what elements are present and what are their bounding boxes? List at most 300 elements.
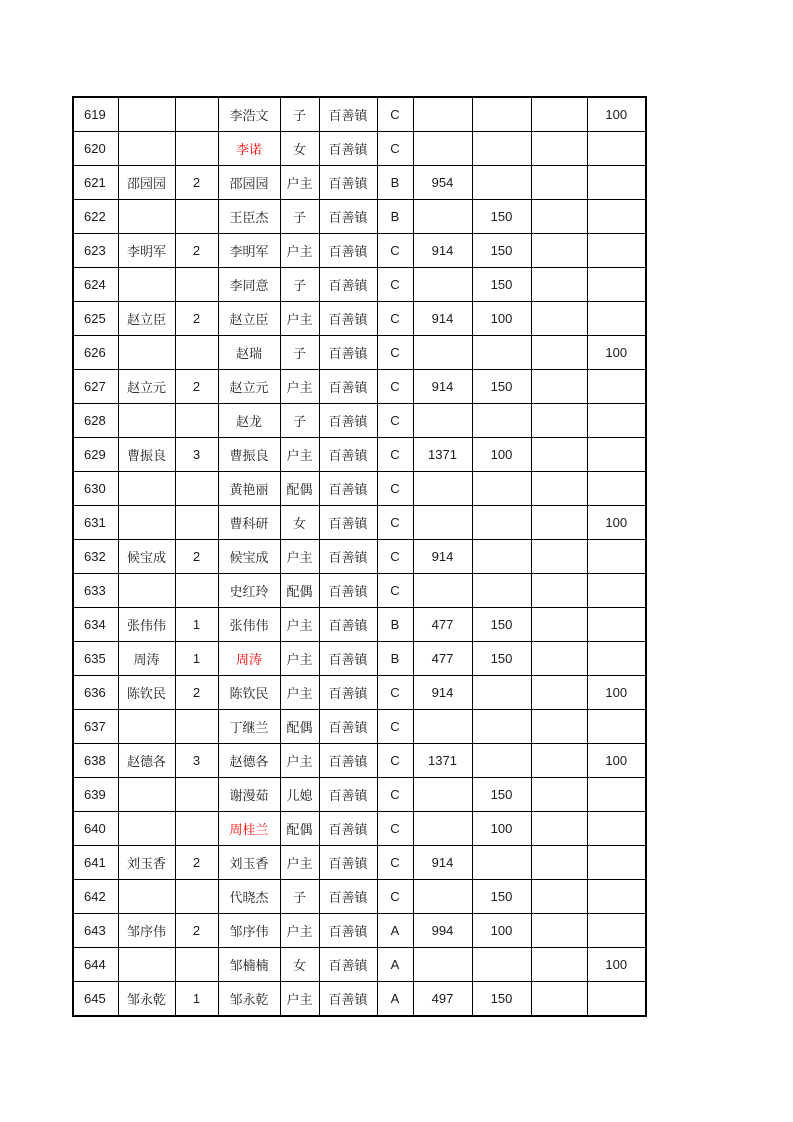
cell-household-head xyxy=(118,97,175,132)
cell-index: 641 xyxy=(73,846,118,880)
cell-amount-2: 150 xyxy=(472,778,531,812)
cell-relation: 子 xyxy=(280,880,319,914)
cell-amount-1: 1371 xyxy=(413,438,472,472)
cell-amount-1: 914 xyxy=(413,370,472,404)
cell-category: A xyxy=(377,914,413,948)
cell-amount-1: 914 xyxy=(413,302,472,336)
cell-category: C xyxy=(377,404,413,438)
cell-category: C xyxy=(377,234,413,268)
cell-index: 624 xyxy=(73,268,118,302)
cell-household-head xyxy=(118,268,175,302)
cell-amount-3 xyxy=(531,472,587,506)
cell-amount-2 xyxy=(472,472,531,506)
cell-name: 谢漫茹 xyxy=(218,778,280,812)
cell-relation: 子 xyxy=(280,97,319,132)
cell-relation: 户主 xyxy=(280,846,319,880)
cell-amount-2: 150 xyxy=(472,608,531,642)
cell-category: A xyxy=(377,948,413,982)
cell-town: 百善镇 xyxy=(319,404,377,438)
cell-amount-4: 100 xyxy=(587,744,646,778)
cell-member-count xyxy=(175,948,218,982)
cell-category: C xyxy=(377,302,413,336)
cell-household-head xyxy=(118,574,175,608)
table-body xyxy=(73,97,646,1016)
cell-amount-3 xyxy=(531,166,587,200)
cell-category: C xyxy=(377,846,413,880)
cell-relation: 户主 xyxy=(280,676,319,710)
cell-household-head: 刘玉香 xyxy=(118,846,175,880)
cell-name: 曹科研 xyxy=(218,506,280,540)
table-row xyxy=(73,778,646,812)
cell-index: 625 xyxy=(73,302,118,336)
cell-town: 百善镇 xyxy=(319,336,377,370)
cell-amount-3 xyxy=(531,608,587,642)
cell-amount-2 xyxy=(472,132,531,166)
table-row xyxy=(73,948,646,982)
cell-amount-3 xyxy=(531,336,587,370)
cell-index: 635 xyxy=(73,642,118,676)
cell-amount-3 xyxy=(531,132,587,166)
cell-household-head: 张伟伟 xyxy=(118,608,175,642)
cell-name: 邹楠楠 xyxy=(218,948,280,982)
cell-amount-2 xyxy=(472,506,531,540)
cell-amount-4 xyxy=(587,914,646,948)
table-row xyxy=(73,880,646,914)
cell-category: C xyxy=(377,880,413,914)
cell-member-count: 2 xyxy=(175,370,218,404)
cell-category: C xyxy=(377,132,413,166)
cell-household-head xyxy=(118,880,175,914)
cell-index: 621 xyxy=(73,166,118,200)
table-row xyxy=(73,540,646,574)
cell-amount-1 xyxy=(413,574,472,608)
cell-category: A xyxy=(377,982,413,1017)
cell-relation: 户主 xyxy=(280,744,319,778)
cell-relation: 女 xyxy=(280,132,319,166)
table-row xyxy=(73,336,646,370)
cell-relation: 户主 xyxy=(280,438,319,472)
cell-amount-1 xyxy=(413,200,472,234)
cell-relation: 子 xyxy=(280,404,319,438)
cell-index: 631 xyxy=(73,506,118,540)
cell-index: 642 xyxy=(73,880,118,914)
cell-relation: 子 xyxy=(280,268,319,302)
cell-amount-2 xyxy=(472,166,531,200)
table-row xyxy=(73,370,646,404)
cell-member-count xyxy=(175,812,218,846)
cell-amount-2: 150 xyxy=(472,234,531,268)
cell-amount-1: 1371 xyxy=(413,744,472,778)
cell-amount-3 xyxy=(531,438,587,472)
cell-household-head xyxy=(118,506,175,540)
cell-name: 李浩文 xyxy=(218,97,280,132)
cell-household-head: 李明军 xyxy=(118,234,175,268)
cell-town: 百善镇 xyxy=(319,574,377,608)
cell-town: 百善镇 xyxy=(319,642,377,676)
cell-amount-3 xyxy=(531,778,587,812)
cell-name: 刘玉香 xyxy=(218,846,280,880)
cell-relation: 子 xyxy=(280,336,319,370)
cell-member-count: 2 xyxy=(175,914,218,948)
cell-household-head: 候宝成 xyxy=(118,540,175,574)
cell-member-count xyxy=(175,336,218,370)
cell-town: 百善镇 xyxy=(319,880,377,914)
cell-amount-2: 100 xyxy=(472,438,531,472)
table-row xyxy=(73,404,646,438)
cell-category: C xyxy=(377,268,413,302)
cell-amount-4 xyxy=(587,846,646,880)
cell-category: C xyxy=(377,370,413,404)
cell-amount-4 xyxy=(587,608,646,642)
cell-index: 629 xyxy=(73,438,118,472)
table-row xyxy=(73,914,646,948)
cell-amount-1 xyxy=(413,268,472,302)
cell-name: 赵龙 xyxy=(218,404,280,438)
cell-category: C xyxy=(377,540,413,574)
cell-amount-4 xyxy=(587,370,646,404)
cell-relation: 儿媳 xyxy=(280,778,319,812)
cell-member-count: 1 xyxy=(175,642,218,676)
cell-relation: 户主 xyxy=(280,234,319,268)
cell-household-head: 赵立臣 xyxy=(118,302,175,336)
cell-town: 百善镇 xyxy=(319,268,377,302)
cell-name: 陈钦民 xyxy=(218,676,280,710)
cell-amount-1 xyxy=(413,472,472,506)
cell-amount-1: 477 xyxy=(413,642,472,676)
cell-member-count xyxy=(175,97,218,132)
cell-member-count xyxy=(175,200,218,234)
cell-amount-2: 150 xyxy=(472,370,531,404)
cell-amount-2 xyxy=(472,404,531,438)
cell-member-count: 2 xyxy=(175,302,218,336)
cell-household-head: 周涛 xyxy=(118,642,175,676)
cell-town: 百善镇 xyxy=(319,846,377,880)
cell-town: 百善镇 xyxy=(319,132,377,166)
cell-name: 曹振良 xyxy=(218,438,280,472)
cell-household-head xyxy=(118,336,175,370)
cell-relation: 户主 xyxy=(280,914,319,948)
table-row xyxy=(73,268,646,302)
cell-town: 百善镇 xyxy=(319,608,377,642)
cell-amount-1 xyxy=(413,404,472,438)
cell-category: C xyxy=(377,812,413,846)
cell-name: 赵瑞 xyxy=(218,336,280,370)
cell-amount-4: 100 xyxy=(587,336,646,370)
cell-member-count: 2 xyxy=(175,540,218,574)
cell-household-head xyxy=(118,472,175,506)
cell-amount-2 xyxy=(472,710,531,744)
cell-member-count xyxy=(175,404,218,438)
cell-town: 百善镇 xyxy=(319,778,377,812)
cell-index: 645 xyxy=(73,982,118,1017)
cell-member-count xyxy=(175,268,218,302)
cell-amount-4 xyxy=(587,812,646,846)
cell-amount-4 xyxy=(587,642,646,676)
cell-amount-4 xyxy=(587,438,646,472)
cell-amount-4 xyxy=(587,234,646,268)
cell-amount-3 xyxy=(531,642,587,676)
cell-amount-2: 100 xyxy=(472,812,531,846)
cell-index: 639 xyxy=(73,778,118,812)
cell-household-head: 陈钦民 xyxy=(118,676,175,710)
cell-relation: 配偶 xyxy=(280,574,319,608)
cell-amount-2: 150 xyxy=(472,982,531,1017)
cell-category: C xyxy=(377,336,413,370)
table-row xyxy=(73,302,646,336)
cell-amount-4: 100 xyxy=(587,97,646,132)
cell-amount-2 xyxy=(472,97,531,132)
cell-town: 百善镇 xyxy=(319,97,377,132)
cell-household-head xyxy=(118,200,175,234)
cell-household-head: 邵园园 xyxy=(118,166,175,200)
cell-amount-3 xyxy=(531,710,587,744)
cell-amount-4 xyxy=(587,200,646,234)
cell-amount-4: 100 xyxy=(587,506,646,540)
cell-amount-4 xyxy=(587,302,646,336)
cell-index: 626 xyxy=(73,336,118,370)
cell-name: 周涛 xyxy=(218,642,280,676)
table-row xyxy=(73,97,646,132)
cell-amount-1 xyxy=(413,812,472,846)
cell-category: C xyxy=(377,97,413,132)
cell-relation: 户主 xyxy=(280,642,319,676)
cell-town: 百善镇 xyxy=(319,812,377,846)
table-row xyxy=(73,438,646,472)
cell-amount-1: 954 xyxy=(413,166,472,200)
cell-index: 636 xyxy=(73,676,118,710)
table-row xyxy=(73,200,646,234)
cell-amount-1: 497 xyxy=(413,982,472,1017)
cell-amount-4: 100 xyxy=(587,948,646,982)
table-row xyxy=(73,132,646,166)
cell-category: B xyxy=(377,166,413,200)
cell-amount-1: 914 xyxy=(413,234,472,268)
table-row xyxy=(73,982,646,1017)
cell-name: 候宝成 xyxy=(218,540,280,574)
cell-town: 百善镇 xyxy=(319,948,377,982)
cell-index: 622 xyxy=(73,200,118,234)
cell-category: C xyxy=(377,710,413,744)
cell-amount-3 xyxy=(531,948,587,982)
cell-amount-4 xyxy=(587,778,646,812)
cell-amount-3 xyxy=(531,404,587,438)
cell-name: 黄艳丽 xyxy=(218,472,280,506)
cell-category: C xyxy=(377,472,413,506)
table-row xyxy=(73,812,646,846)
table-row xyxy=(73,642,646,676)
cell-amount-4 xyxy=(587,404,646,438)
cell-town: 百善镇 xyxy=(319,914,377,948)
cell-amount-4 xyxy=(587,574,646,608)
cell-household-head: 曹振良 xyxy=(118,438,175,472)
cell-member-count: 1 xyxy=(175,608,218,642)
cell-member-count xyxy=(175,880,218,914)
household-subsidy-table xyxy=(72,96,647,1017)
cell-index: 638 xyxy=(73,744,118,778)
cell-relation: 户主 xyxy=(280,370,319,404)
cell-relation: 配偶 xyxy=(280,472,319,506)
cell-amount-3 xyxy=(531,812,587,846)
cell-town: 百善镇 xyxy=(319,370,377,404)
cell-town: 百善镇 xyxy=(319,438,377,472)
cell-name: 史红玲 xyxy=(218,574,280,608)
cell-household-head: 邹序伟 xyxy=(118,914,175,948)
cell-name: 邵园园 xyxy=(218,166,280,200)
cell-name: 张伟伟 xyxy=(218,608,280,642)
cell-amount-2 xyxy=(472,540,531,574)
cell-amount-4 xyxy=(587,132,646,166)
cell-index: 643 xyxy=(73,914,118,948)
cell-relation: 配偶 xyxy=(280,710,319,744)
cell-name: 周桂兰 xyxy=(218,812,280,846)
cell-town: 百善镇 xyxy=(319,982,377,1017)
cell-index: 640 xyxy=(73,812,118,846)
cell-amount-1: 994 xyxy=(413,914,472,948)
cell-amount-1 xyxy=(413,710,472,744)
cell-name: 李明军 xyxy=(218,234,280,268)
cell-relation: 子 xyxy=(280,200,319,234)
table-row xyxy=(73,676,646,710)
cell-member-count: 1 xyxy=(175,982,218,1017)
cell-amount-2: 150 xyxy=(472,200,531,234)
cell-amount-3 xyxy=(531,982,587,1017)
table-row xyxy=(73,506,646,540)
cell-amount-2: 150 xyxy=(472,268,531,302)
cell-household-head xyxy=(118,710,175,744)
cell-name: 赵立臣 xyxy=(218,302,280,336)
cell-member-count: 2 xyxy=(175,676,218,710)
cell-name: 赵德各 xyxy=(218,744,280,778)
cell-member-count xyxy=(175,472,218,506)
cell-amount-4 xyxy=(587,982,646,1017)
cell-index: 627 xyxy=(73,370,118,404)
cell-amount-1 xyxy=(413,778,472,812)
cell-household-head: 赵德各 xyxy=(118,744,175,778)
cell-amount-3 xyxy=(531,97,587,132)
cell-relation: 户主 xyxy=(280,608,319,642)
cell-index: 644 xyxy=(73,948,118,982)
cell-index: 633 xyxy=(73,574,118,608)
cell-household-head: 邹永乾 xyxy=(118,982,175,1017)
cell-amount-3 xyxy=(531,234,587,268)
cell-category: C xyxy=(377,676,413,710)
cell-household-head xyxy=(118,948,175,982)
cell-amount-4 xyxy=(587,710,646,744)
cell-category: C xyxy=(377,438,413,472)
cell-index: 619 xyxy=(73,97,118,132)
cell-name: 赵立元 xyxy=(218,370,280,404)
cell-amount-1: 914 xyxy=(413,676,472,710)
cell-amount-1: 914 xyxy=(413,540,472,574)
cell-relation: 户主 xyxy=(280,166,319,200)
cell-member-count: 2 xyxy=(175,166,218,200)
cell-name: 代晓杰 xyxy=(218,880,280,914)
cell-amount-4 xyxy=(587,880,646,914)
cell-index: 637 xyxy=(73,710,118,744)
cell-amount-1 xyxy=(413,948,472,982)
cell-town: 百善镇 xyxy=(319,472,377,506)
cell-relation: 户主 xyxy=(280,540,319,574)
cell-category: B xyxy=(377,642,413,676)
table-row xyxy=(73,574,646,608)
cell-member-count: 3 xyxy=(175,438,218,472)
cell-town: 百善镇 xyxy=(319,676,377,710)
cell-amount-2 xyxy=(472,336,531,370)
cell-household-head xyxy=(118,812,175,846)
cell-household-head xyxy=(118,778,175,812)
cell-town: 百善镇 xyxy=(319,744,377,778)
cell-category: B xyxy=(377,608,413,642)
cell-relation: 户主 xyxy=(280,982,319,1017)
cell-amount-2 xyxy=(472,676,531,710)
cell-town: 百善镇 xyxy=(319,234,377,268)
cell-amount-4 xyxy=(587,166,646,200)
table-row xyxy=(73,166,646,200)
cell-index: 620 xyxy=(73,132,118,166)
cell-household-head xyxy=(118,132,175,166)
cell-amount-2: 150 xyxy=(472,880,531,914)
cell-amount-1 xyxy=(413,97,472,132)
cell-amount-1: 914 xyxy=(413,846,472,880)
cell-relation: 户主 xyxy=(280,302,319,336)
cell-amount-3 xyxy=(531,676,587,710)
cell-amount-1 xyxy=(413,506,472,540)
cell-amount-3 xyxy=(531,744,587,778)
cell-member-count xyxy=(175,778,218,812)
cell-amount-3 xyxy=(531,370,587,404)
cell-amount-3 xyxy=(531,200,587,234)
cell-index: 628 xyxy=(73,404,118,438)
cell-name: 邹永乾 xyxy=(218,982,280,1017)
cell-member-count: 3 xyxy=(175,744,218,778)
cell-amount-3 xyxy=(531,268,587,302)
cell-category: C xyxy=(377,744,413,778)
cell-amount-3 xyxy=(531,914,587,948)
cell-amount-2 xyxy=(472,574,531,608)
cell-amount-1 xyxy=(413,880,472,914)
cell-amount-3 xyxy=(531,506,587,540)
cell-index: 630 xyxy=(73,472,118,506)
cell-amount-1 xyxy=(413,132,472,166)
cell-member-count: 2 xyxy=(175,846,218,880)
cell-amount-2 xyxy=(472,744,531,778)
cell-index: 632 xyxy=(73,540,118,574)
cell-name: 王臣杰 xyxy=(218,200,280,234)
cell-amount-3 xyxy=(531,846,587,880)
cell-name: 邹序伟 xyxy=(218,914,280,948)
cell-amount-2 xyxy=(472,948,531,982)
cell-town: 百善镇 xyxy=(319,166,377,200)
cell-name: 李诺 xyxy=(218,132,280,166)
cell-member-count xyxy=(175,710,218,744)
cell-town: 百善镇 xyxy=(319,710,377,744)
cell-category: C xyxy=(377,574,413,608)
cell-amount-2: 100 xyxy=(472,302,531,336)
cell-name: 李同意 xyxy=(218,268,280,302)
cell-amount-1 xyxy=(413,336,472,370)
table-row xyxy=(73,234,646,268)
table-row xyxy=(73,608,646,642)
cell-amount-2: 150 xyxy=(472,642,531,676)
cell-relation: 女 xyxy=(280,506,319,540)
cell-member-count: 2 xyxy=(175,234,218,268)
cell-member-count xyxy=(175,574,218,608)
cell-index: 634 xyxy=(73,608,118,642)
cell-amount-2: 100 xyxy=(472,914,531,948)
table-row xyxy=(73,744,646,778)
cell-household-head xyxy=(118,404,175,438)
cell-amount-3 xyxy=(531,540,587,574)
